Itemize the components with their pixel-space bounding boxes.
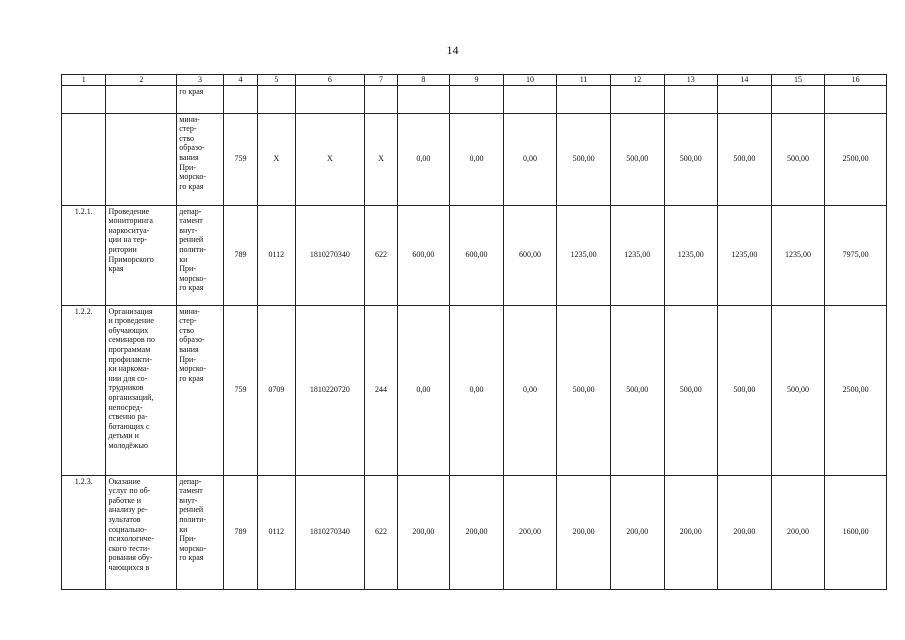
cell-value: 200,00 [718, 475, 772, 589]
cell-value: 244 [365, 305, 397, 475]
header-cell: 15 [771, 75, 825, 86]
cell-value: 200,00 [503, 475, 557, 589]
cell-value: 759 [223, 113, 257, 205]
header-cell: 12 [610, 75, 664, 86]
item-name [106, 85, 177, 113]
cell-value: 1235,00 [771, 205, 825, 305]
cell-value: 600,00 [397, 205, 450, 305]
item-number: 1.2.2. [62, 305, 106, 475]
table-row [62, 113, 887, 205]
header-cell: 3 [177, 75, 224, 86]
cell-value: 2500,00 [825, 305, 887, 475]
cell-value: 600,00 [503, 205, 557, 305]
item-name [106, 113, 177, 205]
item-executor: мини- стер- ство образо- вания При- морско- го края [177, 113, 224, 205]
cell-value: 622 [365, 475, 397, 589]
item-name: Организация и проведение обучающих семинаров по программам профилакти- ки наркома- нии для со- трудников организаций, непосред- ственно ра- ботающих с детьми и молодёжью [106, 305, 177, 475]
cell-value [365, 85, 397, 113]
cell-value: 200,00 [664, 475, 718, 589]
cell-value: 7975,00 [825, 205, 887, 305]
cell-value: 600,00 [450, 205, 504, 305]
cell-value: 2500,00 [825, 113, 887, 205]
cell-value: 789 [223, 205, 257, 305]
cell-value: 0,00 [450, 305, 504, 475]
item-number: 1.2.3. [62, 475, 106, 589]
item-name: Проведение мониторинга наркоситуа- ции на тер- ритории Приморского края [106, 205, 177, 305]
item-number [62, 85, 106, 113]
item-executor: го края [177, 85, 224, 113]
table-row [62, 205, 887, 305]
cell-value: 200,00 [557, 475, 611, 589]
cell-value: 789 [223, 475, 257, 589]
cell-value [450, 85, 504, 113]
cell-value: 500,00 [610, 113, 664, 205]
page-number: 14 [446, 43, 459, 57]
cell-value: 500,00 [718, 113, 772, 205]
header-cell: 9 [450, 75, 504, 86]
header-cell: 14 [718, 75, 772, 86]
cell-value: 0112 [258, 475, 295, 589]
cell-value [397, 85, 450, 113]
cell-value: 200,00 [450, 475, 504, 589]
cell-value: 1600,00 [825, 475, 887, 589]
item-executor: депар- тамент внут- ренней полити- ки При- морско- го края [177, 475, 224, 589]
table-row [62, 475, 887, 589]
cell-value: 1235,00 [664, 205, 718, 305]
cell-value: 1235,00 [557, 205, 611, 305]
budget-table [61, 74, 887, 590]
cell-value [295, 85, 365, 113]
cell-value: 0709 [258, 305, 295, 475]
cell-value: X [365, 113, 397, 205]
cell-value: 500,00 [557, 305, 611, 475]
item-executor: мини- стер- ство образо- вания При- морско- го края [177, 305, 224, 475]
header-cell: 11 [557, 75, 611, 86]
header-cell: 8 [397, 75, 450, 86]
cell-value: 500,00 [664, 113, 718, 205]
cell-value: 500,00 [610, 305, 664, 475]
cell-value: 1810270340 [295, 475, 365, 589]
header-cell: 4 [223, 75, 257, 86]
cell-value: 1235,00 [718, 205, 772, 305]
header-cell: 5 [258, 75, 295, 86]
cell-value: 622 [365, 205, 397, 305]
cell-value: 0,00 [503, 305, 557, 475]
cell-value: X [295, 113, 365, 205]
header-cell: 7 [365, 75, 397, 86]
cell-value: 0,00 [397, 113, 450, 205]
item-name: Оказание услуг по об- работке и анализу ре- зультатов социально- психологиче- ского тести- рования обу- чающихся в [106, 475, 177, 589]
header-row [62, 75, 887, 86]
cell-value [223, 85, 257, 113]
header-cell: 2 [106, 75, 177, 86]
header-cell: 13 [664, 75, 718, 86]
header-cell: 10 [503, 75, 557, 86]
header-cell: 16 [825, 75, 887, 86]
header-cell: 1 [62, 75, 106, 86]
cell-value: X [258, 113, 295, 205]
item-executor: депар- тамент внут- ренней полити- ки При- морско- го края [177, 205, 224, 305]
cell-value: 200,00 [771, 475, 825, 589]
cell-value: 759 [223, 305, 257, 475]
cell-value: 1810220720 [295, 305, 365, 475]
cell-value: 500,00 [771, 113, 825, 205]
cell-value [825, 85, 887, 113]
cell-value: 200,00 [610, 475, 664, 589]
cell-value: 0,00 [450, 113, 504, 205]
table-row [62, 305, 887, 475]
cell-value [718, 85, 772, 113]
header-cell: 6 [295, 75, 365, 86]
cell-value: 500,00 [557, 113, 611, 205]
cell-value [503, 85, 557, 113]
cell-value: 500,00 [664, 305, 718, 475]
cell-value: 0,00 [503, 113, 557, 205]
cell-value: 500,00 [771, 305, 825, 475]
cell-value [557, 85, 611, 113]
cell-value [258, 85, 295, 113]
cell-value: 200,00 [397, 475, 450, 589]
cell-value: 0112 [258, 205, 295, 305]
cell-value: 1810270340 [295, 205, 365, 305]
table-row [62, 85, 887, 113]
item-number: 1.2.1. [62, 205, 106, 305]
cell-value: 500,00 [718, 305, 772, 475]
item-number [62, 113, 106, 205]
cell-value [610, 85, 664, 113]
cell-value: 0,00 [397, 305, 450, 475]
cell-value [664, 85, 718, 113]
cell-value: 1235,00 [610, 205, 664, 305]
cell-value [771, 85, 825, 113]
